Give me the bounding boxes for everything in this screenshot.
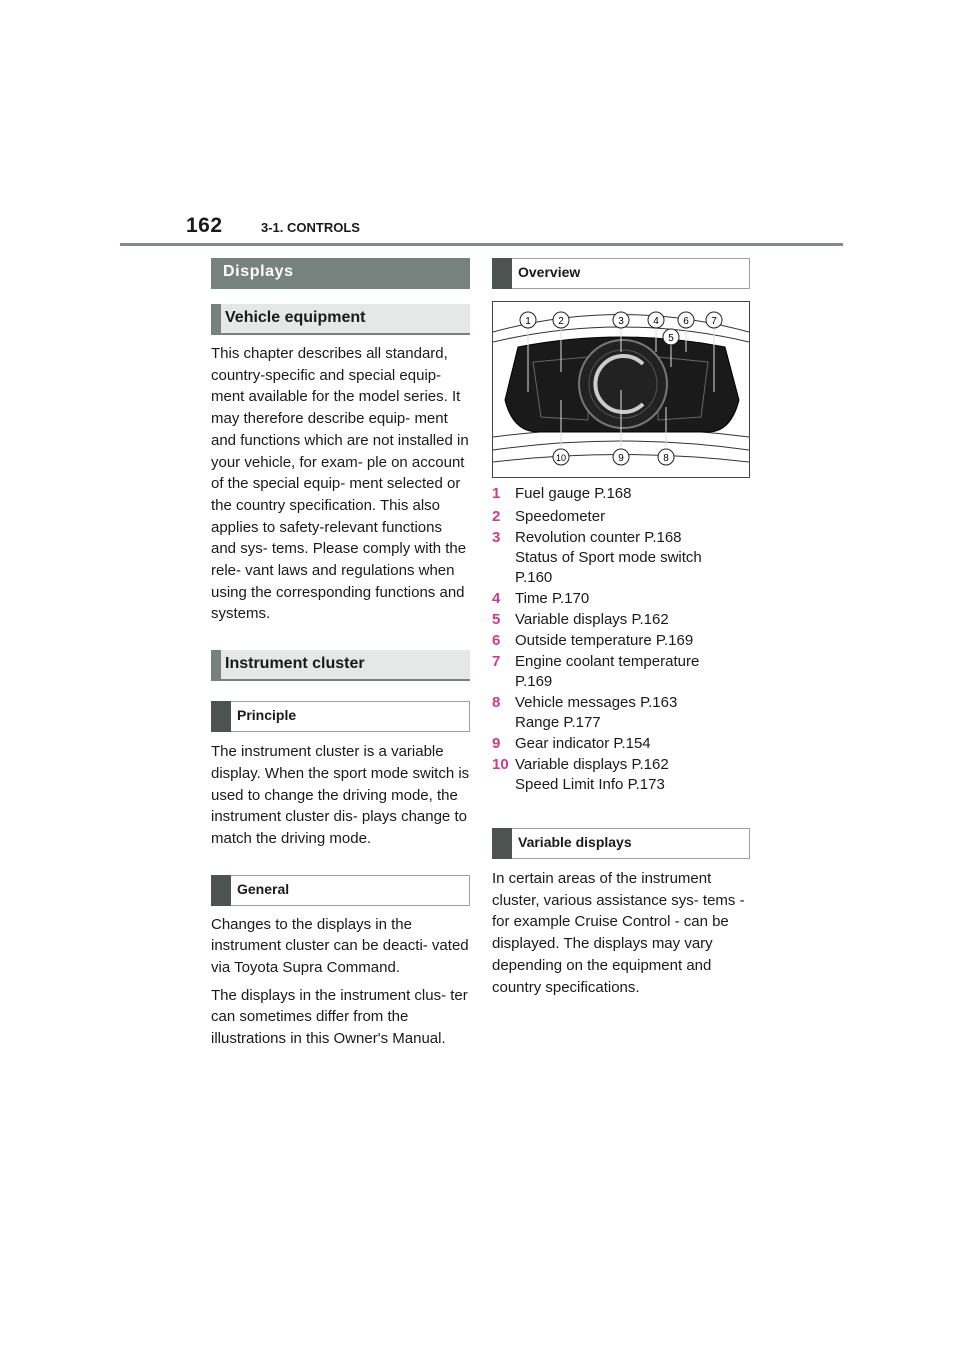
legend-number: 7	[492, 653, 501, 670]
legend-text: Status of Sport mode switch	[515, 549, 702, 566]
general-text-2: The displays in the instrument clus- ter can sometimes differ from the illustrations in this Owner's Manual.	[211, 986, 468, 1048]
callout-8: 8	[663, 453, 669, 464]
figure-legend	[492, 484, 750, 795]
left-column	[211, 258, 470, 1050]
legend-text: Engine coolant temperature	[515, 653, 700, 670]
callout-10: 10	[555, 453, 567, 463]
displays-heading: Displays	[211, 258, 470, 289]
legend-number: 6	[492, 632, 501, 649]
legend-number: 8	[492, 694, 501, 711]
section-label: 3-1. CONTROLS	[261, 220, 360, 235]
legend-text: Variable displays P.162	[515, 611, 669, 628]
legend-item	[492, 734, 750, 754]
general-text-1: Changes to the displays in the instrument cluster can be deacti- vated via Toyota Supra Command.	[211, 915, 469, 977]
instrument-cluster-illustration	[493, 302, 749, 477]
legend-number: 2	[492, 508, 501, 525]
legend-item	[492, 652, 750, 692]
principle-heading: Principle	[211, 701, 470, 732]
legend-text: Vehicle messages P.163	[515, 694, 678, 711]
legend-number: 10	[492, 756, 509, 773]
legend-text: Speedometer	[515, 508, 606, 525]
instrument-cluster-heading: Instrument cluster	[211, 650, 470, 681]
legend-text: Fuel gauge P.168	[515, 485, 632, 502]
legend-text: Outside temperature P.169	[515, 632, 694, 649]
legend-item	[492, 528, 750, 588]
legend-item	[492, 631, 750, 651]
callout-6: 6	[683, 316, 689, 327]
vehicle-equipment-text: This chapter describes all standard, country-specific and special equip- ment available for the model series. It may therefore describe equip- ment and functions which are not installed in your vehicle, for exam- ple on account of the special equip- ment selected or the country specification. This also applies to safety-relevant functions and sys- tems. Please comply with the rele- vant laws and regulations when using the corresponding functions and systems.	[211, 345, 469, 623]
right-column	[492, 258, 750, 998]
variable-displays-text: In certain areas of the instrument cluster, various assistance sys- tems - for example Cruise Control - can be displayed. The displays may vary depending on the equipment and country specifications.	[492, 870, 745, 996]
legend-number: 9	[492, 735, 501, 752]
variable-displays-heading: Variable displays	[492, 828, 750, 859]
legend-text: Gear indicator P.154	[515, 735, 651, 752]
legend-text: P.169	[515, 673, 553, 690]
legend-item	[492, 693, 750, 733]
legend-text: Speed Limit Info P.173	[515, 776, 665, 793]
callout-4: 4	[653, 316, 659, 327]
general-heading: General	[211, 875, 470, 906]
legend-number: 5	[492, 611, 501, 628]
header-rule	[120, 243, 843, 246]
callout-9: 9	[618, 453, 624, 464]
overview-heading: Overview	[492, 258, 750, 289]
legend-item	[492, 589, 750, 609]
legend-number: 4	[492, 590, 501, 607]
instrument-cluster-figure	[492, 301, 750, 478]
legend-text: Revolution counter P.168	[515, 529, 682, 546]
callout-1: 1	[525, 316, 531, 327]
legend-item	[492, 755, 750, 795]
page-number: 162	[186, 214, 223, 237]
legend-text: Time P.170	[515, 590, 590, 607]
legend-number: 3	[492, 529, 501, 546]
legend-item	[492, 484, 750, 504]
legend-item	[492, 507, 750, 527]
callout-3: 3	[618, 316, 624, 327]
legend-text: P.160	[515, 569, 553, 586]
callout-2: 2	[558, 316, 564, 327]
legend-number: 1	[492, 485, 501, 502]
legend-text: Variable displays P.162	[515, 756, 669, 773]
vehicle-equipment-heading: Vehicle equipment	[211, 304, 470, 335]
principle-text: The instrument cluster is a variable display. When the sport mode switch is used to change the driving mode, the instrument cluster dis- plays change to match the driving mode.	[211, 743, 470, 847]
callout-7: 7	[711, 316, 717, 327]
legend-text: Range P.177	[515, 714, 601, 731]
callout-5: 5	[668, 333, 674, 344]
legend-item	[492, 610, 750, 630]
